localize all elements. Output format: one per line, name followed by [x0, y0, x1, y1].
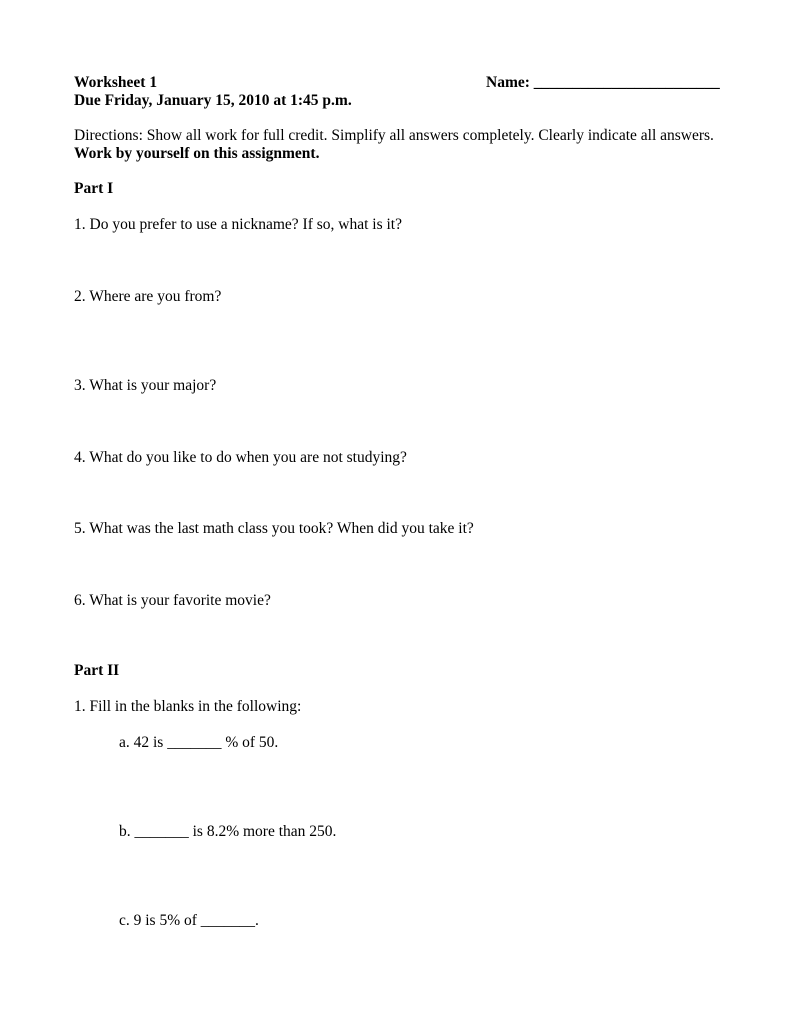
part2-heading: Part II: [74, 662, 120, 679]
worksheet-title: Worksheet 1: [74, 74, 158, 91]
question-4: 4. What do you like to do when you are not studying?: [74, 449, 407, 466]
question-6: 6. What is your favorite movie?: [74, 592, 271, 609]
due-date: Due Friday, January 15, 2010 at 1:45 p.m.: [74, 92, 352, 109]
fill-blank-c: c. 9 is 5% of _______.: [119, 912, 259, 929]
name-field-label: Name: ________________________: [486, 74, 720, 91]
part2-question-1: 1. Fill in the blanks in the following:: [74, 698, 302, 715]
question-2: 2. Where are you from?: [74, 288, 222, 305]
directions-emphasis: Work by yourself on this assignment.: [74, 145, 320, 162]
fill-blank-b: b. _______ is 8.2% more than 250.: [119, 823, 337, 840]
question-5: 5. What was the last math class you took? When did you take it?: [74, 520, 474, 537]
question-3: 3. What is your major?: [74, 377, 217, 394]
part1-heading: Part I: [74, 180, 114, 197]
directions-text: Directions: Show all work for full credit. Simplify all answers completely. Clearly indicate all answers.: [74, 127, 714, 144]
fill-blank-a: a. 42 is _______ % of 50.: [119, 734, 279, 751]
question-1: 1. Do you prefer to use a nickname? If so, what is it?: [74, 216, 402, 233]
